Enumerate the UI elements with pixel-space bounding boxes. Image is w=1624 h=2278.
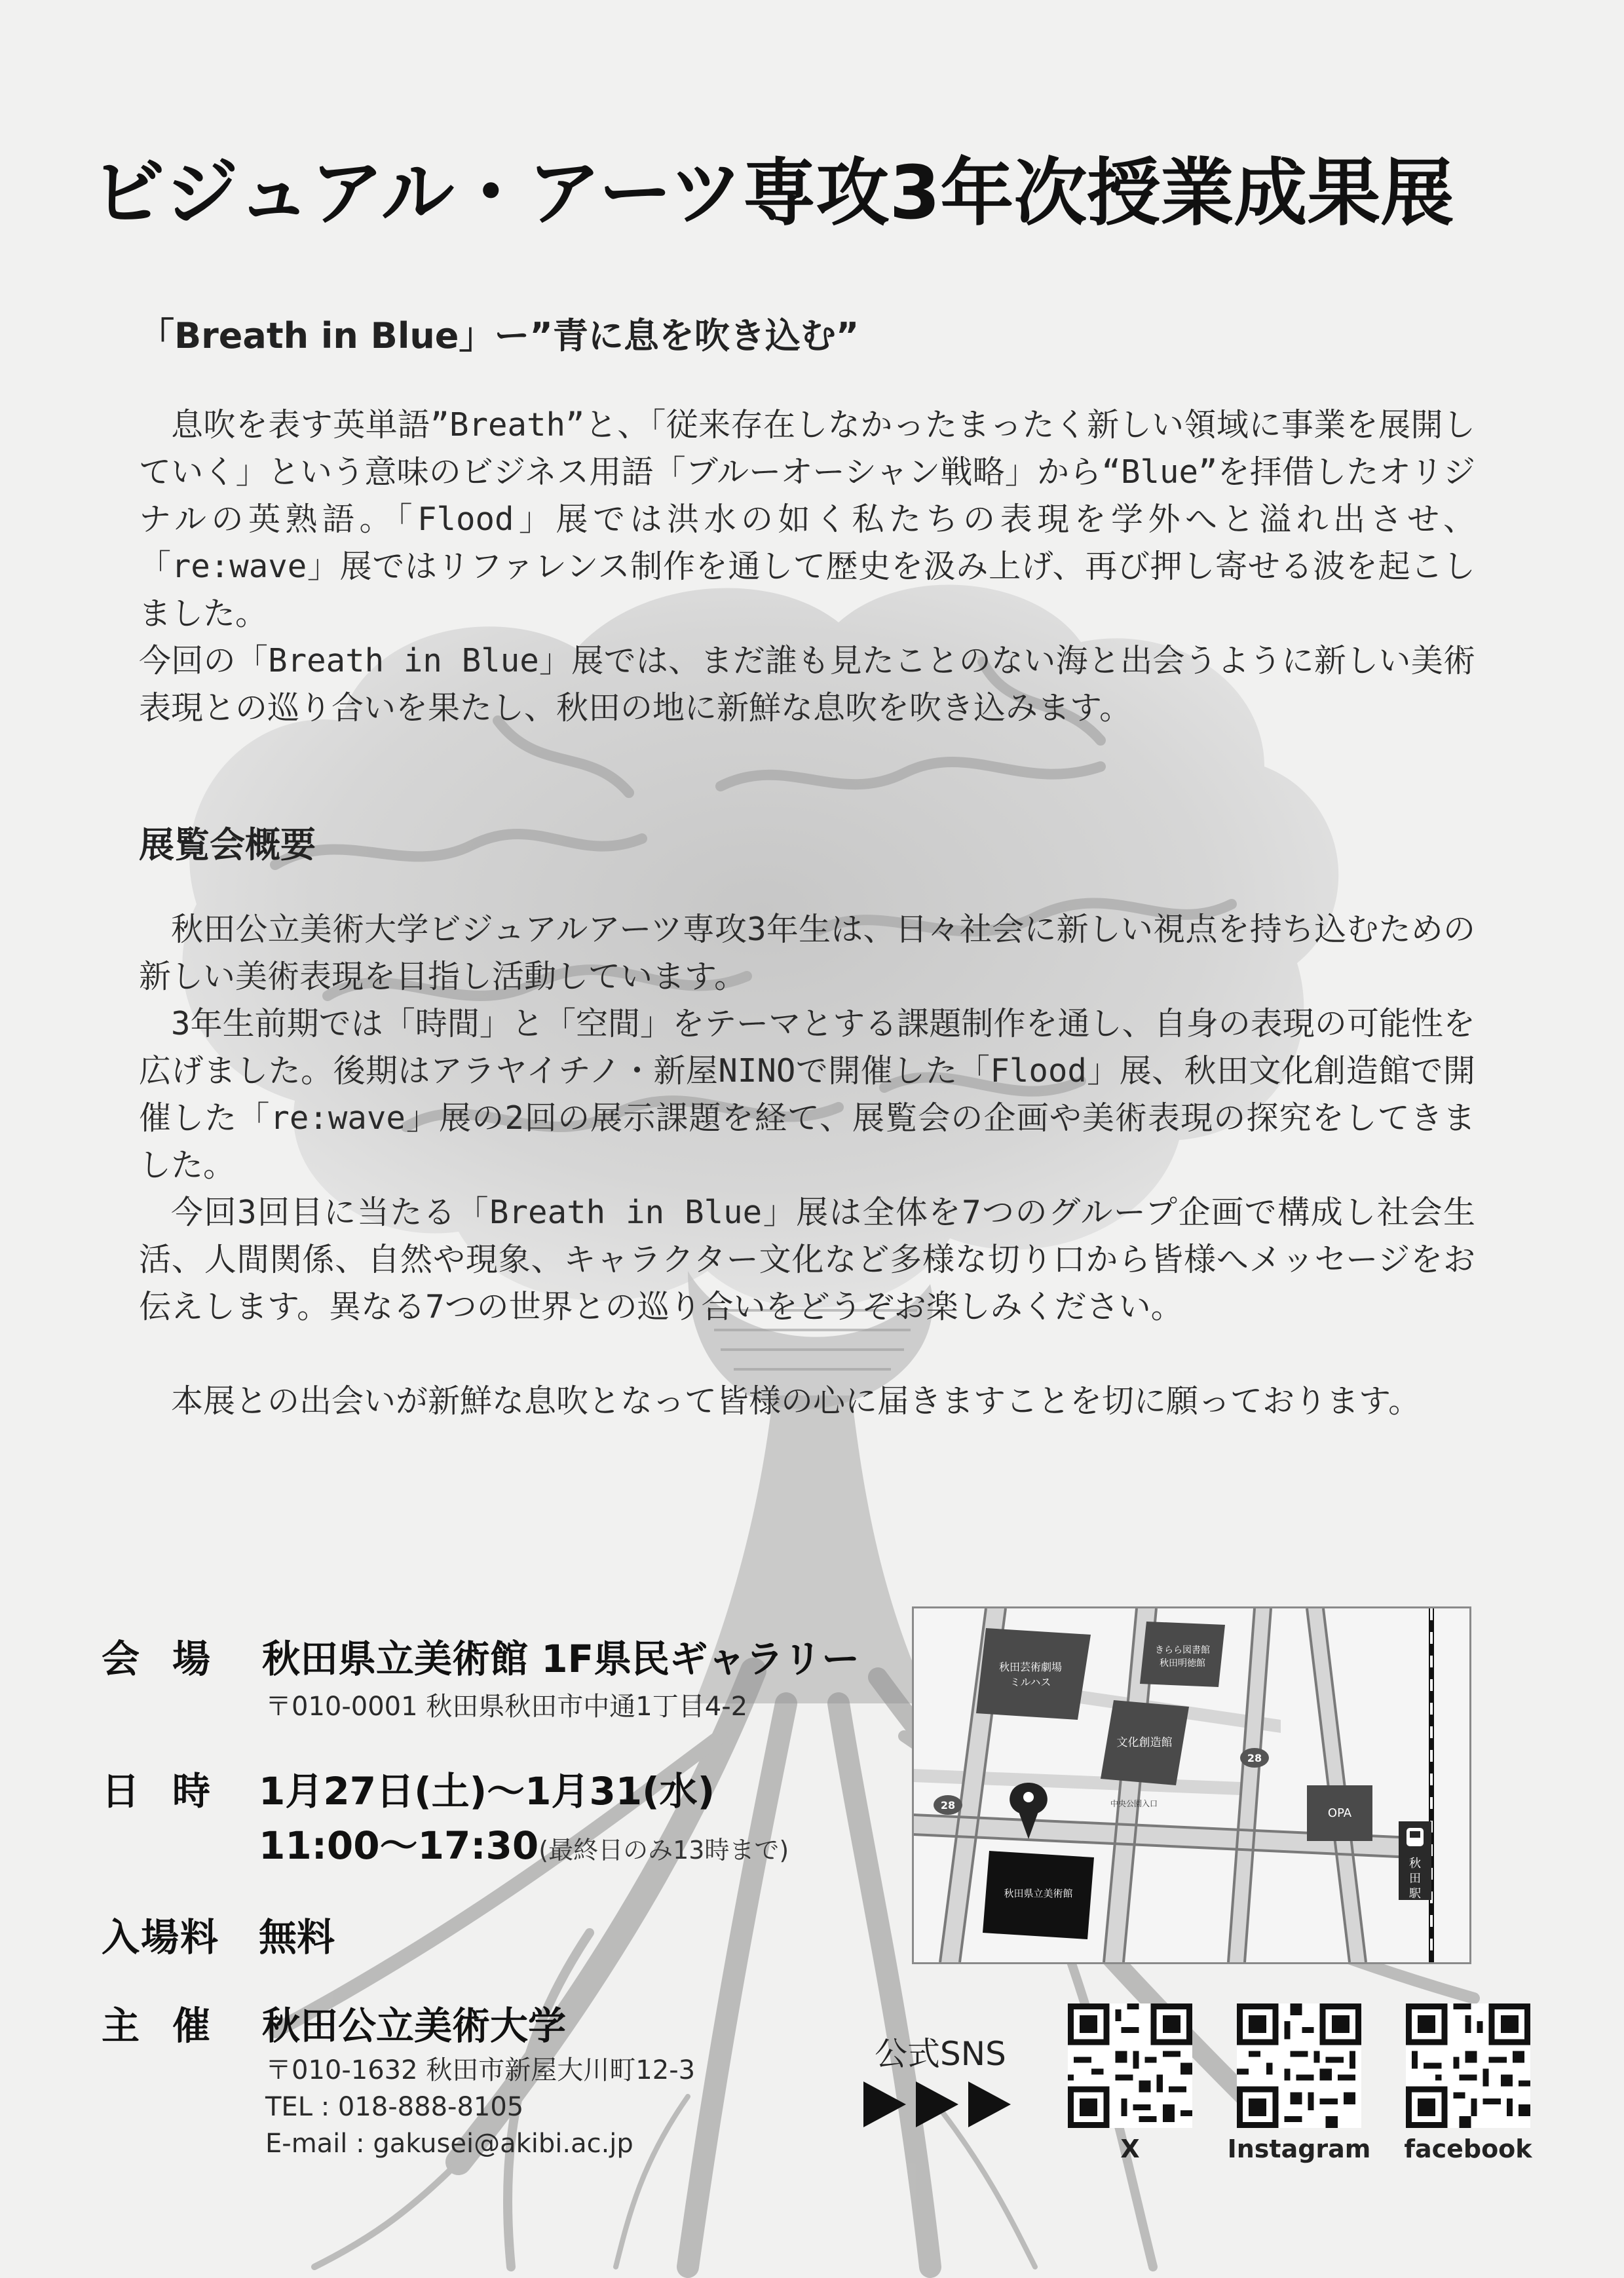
page-title: ビジュアル・アーツ専攻3年次授業成果展 <box>92 151 1454 236</box>
host-contact <box>265 2052 695 2162</box>
svg-text:秋田明徳館: 秋田明徳館 <box>1160 1658 1205 1669</box>
intro-heading: 「Breath in Blue」ー”青に息を吹き込む” <box>139 315 859 356</box>
map-label-bunka: 文化創造館 <box>1116 1736 1173 1749</box>
overview-paragraph-1: 秋田公立美術大学ビジュアルアーツ専攻3年生は、日々社会に新しい視点を持ち込むための新しい美術表現を目指し活動しています。 <box>139 911 1475 995</box>
intro-paragraph-2: 今回の「Breath in Blue」展では、まだ誰も見たことのない海と出会うように新しい美術表現との巡り合いを果たし、秋田の地に新鮮な息吹を吹き込みます。 <box>139 642 1475 727</box>
overview-paragraph-4: 本展との出会いが新鮮な息吹となって皆様の心に届きますことを切に願っております。 <box>171 1382 1421 1420</box>
map-label-opa: OPA <box>1327 1806 1352 1820</box>
map-label-theater: 秋田芸術劇場 <box>998 1661 1063 1673</box>
host-label: 主催 <box>102 2003 244 2048</box>
admission-fee: 無料 <box>259 1915 335 1960</box>
svg-text:28: 28 <box>940 1799 956 1812</box>
intro-paragraph-1: 息吹を表す英単語”Breath”と、「従来存在しなかったまったく新しい領域に事業を展開していく」という意味のビジネス用語「ブルーオーシャン戦略」から“Blue”を拝借したオリジナルの英熟語。「Flood」展では洪水の如く私たちの表現を学外へと溢れ出させ、「re:wave」展ではリファレンス制作を通して歴史を汲み上げ、再び押し寄せる波を起こしました。 <box>139 406 1475 632</box>
train-icon <box>1407 1828 1424 1846</box>
svg-text:田: 田 <box>1409 1872 1421 1886</box>
sns-facebook-label: facebook <box>1404 2135 1532 2163</box>
overview-paragraph-2: 3年生前期では「時間」と「空間」をテーマとする課題制作を通し、自身の表現の可能性を広げました。後期はアラヤイチノ・新屋NINOで開催した「Flood」展、秋田文化創造館で開催した「re:wave」展の2回の展示課題を経て、展覧会の企画や美術表現の探究をしてきました。 <box>139 1005 1475 1184</box>
exhibition-dates: 1月27日(土)〜1月31(水) <box>259 1769 715 1813</box>
svg-text:中央公園入口: 中央公園入口 <box>1110 1799 1158 1808</box>
svg-text:ミルハス: ミルハス <box>1010 1676 1051 1688</box>
sns-label: 公式SNS <box>875 2035 1006 2073</box>
venue-label: 会場 <box>102 1637 244 1681</box>
hours-note: (最終日のみ13時まで) <box>538 1836 789 1865</box>
opening-hours-line <box>259 1815 789 1870</box>
venue-name: 秋田県立美術館 1F県民ギャラリー <box>262 1637 860 1681</box>
svg-text:駅: 駅 <box>1409 1887 1421 1901</box>
overview-text <box>139 906 1475 1425</box>
svg-text:秋: 秋 <box>1409 1857 1421 1870</box>
qr-code-x-icon[interactable] <box>1068 2003 1192 2128</box>
fee-label: 入場料 <box>102 1915 220 1960</box>
host-address: 〒010-1632 秋田市新屋大川町12-3 <box>265 2055 696 2085</box>
qr-code-instagram-icon[interactable] <box>1237 2003 1361 2128</box>
date-label: 日時 <box>102 1769 244 1813</box>
route-28-marker <box>1240 1748 1269 1768</box>
qr-code-facebook-icon[interactable] <box>1406 2003 1530 2128</box>
host-tel: TEL : 018-888-8105 <box>265 2092 524 2122</box>
sns-x-label: X <box>1120 2135 1140 2163</box>
arrow-right-icons <box>863 2078 1014 2131</box>
svg-text:28: 28 <box>1247 1752 1262 1764</box>
sns-instagram-label: Instagram <box>1227 2135 1371 2163</box>
map-label-kirara: きらら図書館 <box>1155 1645 1210 1656</box>
map-label-museum: 秋田県立美術館 <box>1004 1888 1073 1899</box>
route-28-marker <box>934 1795 962 1815</box>
overview-heading: 展覧会概要 <box>139 824 316 865</box>
venue-address: 〒010-0001 秋田県秋田市中通1丁目4-2 <box>265 1692 748 1722</box>
intro-text <box>139 402 1475 732</box>
access-map <box>912 1606 1471 1964</box>
overview-paragraph-3: 今回3回目に当たる「Breath in Blue」展は全体を7つのグループ企画で構成し社会生活、人間関係、自然や現象、キャラクター文化など多様な切り口から皆様へメッセージをお伝えします。異なる7つの世界との巡り合いをどうぞお楽しみください。 <box>139 1194 1475 1325</box>
opening-hours: 11:00〜17:30 <box>259 1823 539 1868</box>
host-email: E-mail : gakusei@akibi.ac.jp <box>265 2129 633 2159</box>
host-name: 秋田公立美術大学 <box>262 2003 567 2048</box>
